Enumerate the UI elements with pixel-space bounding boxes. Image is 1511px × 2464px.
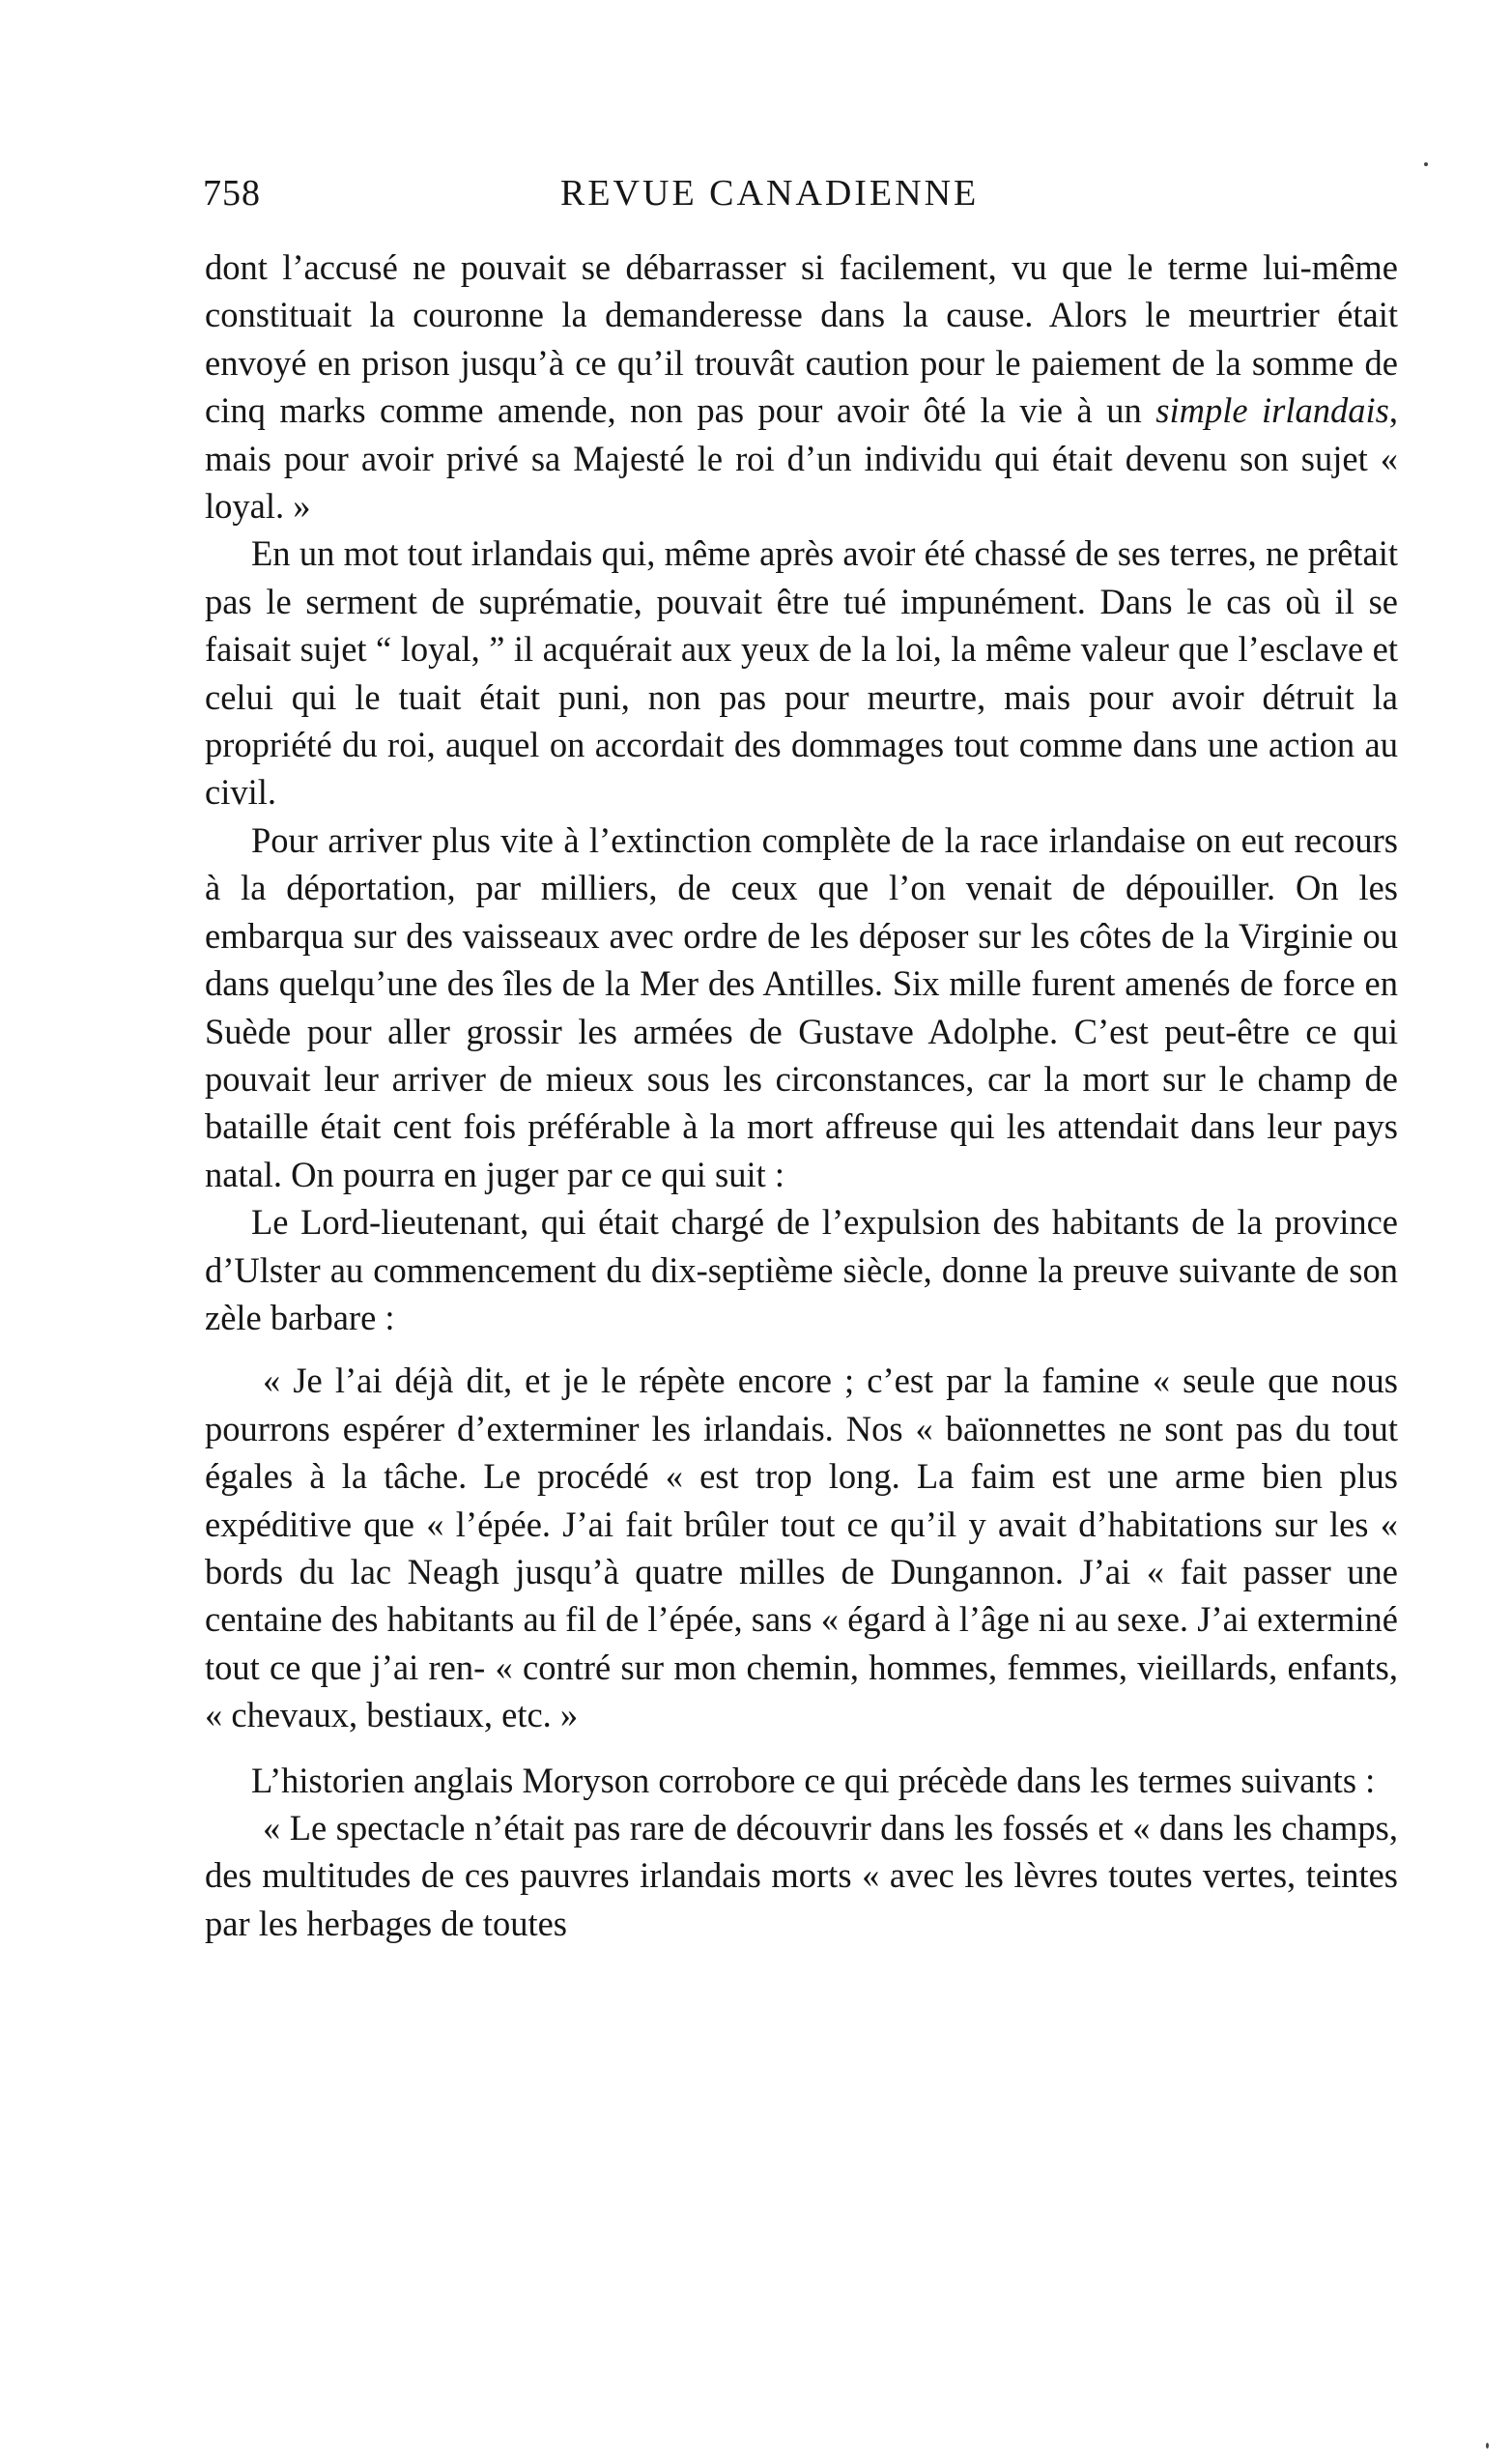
print-speck [1424, 162, 1428, 166]
running-title: REVUE CANADIENNE [560, 173, 980, 214]
print-speck [1486, 2443, 1489, 2449]
paragraph-1-end: , mais pour avoir privé sa Majesté le roi d’un individu qui était devenu son sujet « loyal. » [205, 390, 1398, 527]
body-text [205, 244, 1398, 1947]
paragraph-5: L’historien anglais Moryson corrobore ce qui précède dans les termes suivants : [251, 1760, 1376, 1800]
quotation-2: « Le spectacle n’était pas rare de découvrir dans les fossés et « dans les champs, des multitudes de ces pauvres irlandais morts « avec les lèvres toutes vertes, teintes par les herbages de toutes [205, 1808, 1398, 1943]
paragraph-1 [205, 244, 1398, 530]
paragraph-2: En un mot tout irlandais qui, même après avoir été chassé de ses terres, ne prêtait pas le serment de suprématie, pouvait être tué impunément. Dans le cas où il se faisait sujet “ loyal, ” il acquérait aux yeux de la loi, la même valeur que l’esclave et celui qui le tuait était puni, non pas pour meurtre, mais pour avoir détruit la propriété du roi, auquel on accordait des dommages tout comme dans une action au civil. [205, 533, 1398, 813]
paragraph-3: Pour arriver plus vite à l’extinction complète de la race irlandaise on eut recours à la déportation, par milliers, de ceux que l’on venait de dépouiller. On les embarqua sur des vaisseaux avec ordre de les déposer sur les côtes de la Virginie ou dans quelqu’une des îles de la Mer des Antilles. Six mille furent amenés de force en Suède pour aller grossir les armées de Gustave Adolphe. C’est peut-être ce qui pouvait leur arriver de mieux sous les circonstances, car la mort sur le champ de bataille était cent fois préférable à la mort affreuse qui les attendait dans leur pays natal. On pourra en juger par ce qui suit : [205, 819, 1398, 1194]
paragraph-1-start: dont l’accusé ne pouvait se débarrasser si facilement, vu que le terme lui-même constituait la couronne la demanderesse dans la cause. Alors le meurtrier était envoyé en prison jusqu’à ce qu’il trouvât caution pour le paiement de la somme de cinq marks comme amende, non pas pour avoir ôté la vie à un [205, 247, 1398, 431]
quotation-1: « Je l’ai déjà dit, et je le répète encore ; c’est par la famine « seule que nous pourrons espérer d’exterminer les irlandais. Nos « baïonnettes ne sont pas du tout égales à la tâche. Le procédé « est trop long. La faim est une arme bien plus expéditive que « l’épée. J’ai fait brûler tout ce qu’il y avait d’habitations sur les « bords du lac Neagh jusqu’à quatre milles de Dungannon. J’ai « fait passer une centaine des habitants au fil de l’épée, sans « égard à l’âge ni au sexe. J’ai exterminé tout ce que j’ai ren- « contré sur mon chemin, hommes, femmes, vieillards, enfants, « chevaux, bestiaux, etc. » [205, 1361, 1398, 1735]
paragraph-1-italic: simple irlandais [1155, 390, 1389, 431]
page-header [203, 172, 1401, 230]
page-number: 758 [203, 173, 261, 214]
paragraph-4: Le Lord-lieutenant, qui était chargé de l’expulsion des habitants de la province d’Ulster au commencement du dix-septième siècle, donne la preuve suivante de son zèle barbare : [205, 1202, 1398, 1337]
